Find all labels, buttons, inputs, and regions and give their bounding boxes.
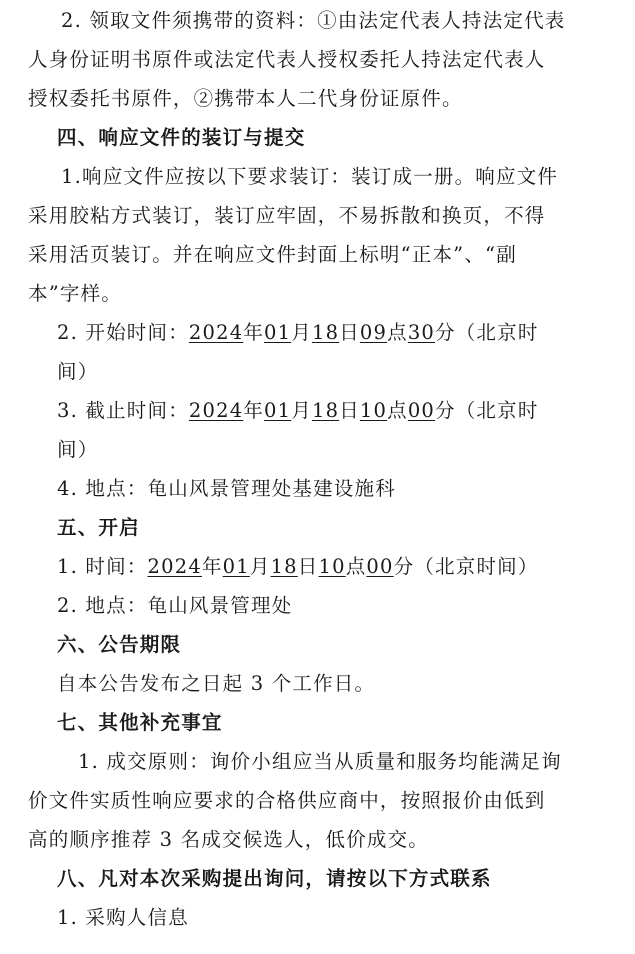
- section-heading-4: 四、响应文件的装订与提交: [57, 126, 306, 149]
- docs-para-line-1: 2. 领取文件须携带的资料：①由法定代表人持法定代表: [61, 9, 566, 32]
- section-heading-6: 六、公告期限: [57, 633, 182, 656]
- principle-para-line-2: 价文件实质性响应要求的合格供应商中，按照报价由低到: [28, 789, 546, 812]
- end-minute: 00: [407, 399, 436, 422]
- open-day: 18: [270, 555, 298, 578]
- end-hour: 10: [359, 399, 388, 422]
- minute-unit: 分: [435, 321, 456, 344]
- minute-unit: 分: [393, 555, 415, 578]
- start-time-label: 2. 开始时间：: [57, 321, 189, 344]
- start-day: 18: [311, 321, 340, 344]
- open-location: 2. 地点：龟山风景管理处: [57, 594, 293, 617]
- section-heading-7: 七、其他补充事宜: [57, 711, 223, 734]
- hour-unit: 点: [387, 321, 408, 344]
- binding-para-line-1: 1.响应文件应按以下要求装订：装订成一册。响应文件: [61, 165, 559, 188]
- open-time: [57, 554, 539, 580]
- open-hour: 10: [318, 555, 346, 578]
- month-unit: 月: [291, 321, 312, 344]
- docs-para-line-2: 人身份证明书原件或法定代表人授权委托人持法定代表人: [28, 48, 546, 71]
- binding-para-line-3: 采用活页装订。并在响应文件封面上标明“正本”、“副: [28, 243, 517, 266]
- open-time-label: 1. 时间：: [57, 555, 148, 578]
- section-heading-5: 五、开启: [57, 516, 140, 539]
- open-year: 2024: [147, 555, 202, 578]
- start-year: 2024: [188, 321, 244, 344]
- day-unit: 日: [297, 555, 319, 578]
- open-minute: 00: [366, 555, 394, 578]
- month-unit: 月: [291, 399, 312, 422]
- start-time-continuation: 间）: [57, 360, 99, 383]
- end-year: 2024: [188, 399, 244, 422]
- year-unit: 年: [243, 321, 265, 344]
- open-month: 01: [222, 555, 250, 578]
- binding-para-line-4: 本”字样。: [28, 282, 122, 305]
- end-month: 01: [264, 399, 292, 422]
- end-time: [57, 398, 539, 424]
- end-time-continuation: 间）: [57, 438, 99, 461]
- start-time: [57, 320, 539, 346]
- hour-unit: 点: [387, 399, 408, 422]
- month-unit: 月: [249, 555, 271, 578]
- principle-para-line-3: 高的顺序推荐 3 名成交候选人，低价成交。: [28, 828, 430, 851]
- open-time-tail: （北京时间）: [414, 555, 539, 578]
- start-hour: 09: [359, 321, 388, 344]
- hour-unit: 点: [345, 555, 367, 578]
- day-unit: 日: [339, 399, 360, 422]
- submission-location: 4. 地点：龟山风景管理处基建设施科: [57, 477, 396, 500]
- section-heading-8: 八、凡对本次采购提出询问，请按以下方式联系: [57, 867, 492, 890]
- binding-para-line-2: 采用胶粘方式装订，装订应牢固，不易拆散和换页，不得: [28, 204, 546, 227]
- start-month: 01: [264, 321, 292, 344]
- announcement-period: 自本公告发布之日起 3 个工作日。: [57, 672, 376, 695]
- principle-para-line-1: 1. 成交原则：询价小组应当从质量和服务均能满足询: [78, 750, 562, 773]
- start-minute: 30: [407, 321, 436, 344]
- day-unit: 日: [339, 321, 360, 344]
- docs-para-line-3: 授权委托书原件，②携带本人二代身份证原件。: [28, 87, 463, 110]
- minute-unit: 分: [435, 399, 456, 422]
- end-time-label: 3. 截止时间：: [57, 399, 189, 422]
- year-unit: 年: [201, 555, 223, 578]
- start-time-tail: （北京时: [455, 321, 539, 344]
- end-day: 18: [311, 399, 340, 422]
- end-time-tail: （北京时: [455, 399, 539, 422]
- purchaser-info-heading: 1. 采购人信息: [57, 906, 189, 929]
- year-unit: 年: [243, 399, 265, 422]
